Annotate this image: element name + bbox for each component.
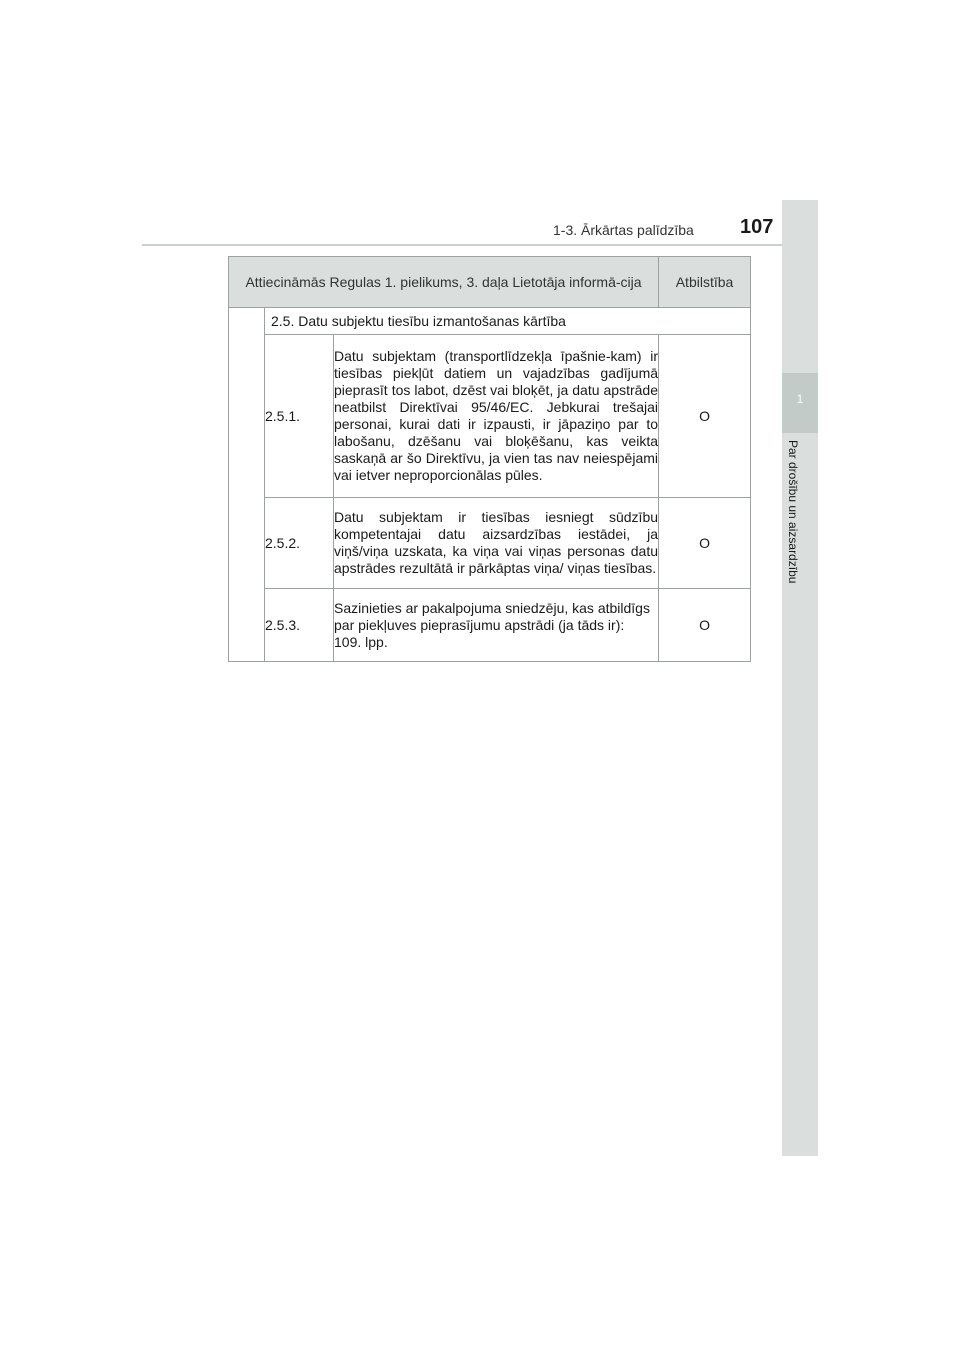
chapter-title: Par drošību un aizsardzību — [786, 440, 800, 584]
indent-cell — [229, 308, 265, 662]
table-subheading: 2.5. Datu subjektu tiesību izmantošanas kārtība — [265, 308, 751, 335]
row-number: 2.5.3. — [265, 589, 334, 662]
row-text: Datu subjektam ir tiesības iesniegt sūdzību kompetentajai datu aizsardzības iestādei, ja viņš/viņa uzskata, ka viņa vai viņas personas datu apstrādes rezultātā ir pārkāptas viņa/ viņas tiesības. — [334, 498, 659, 589]
table-row — [229, 589, 751, 662]
side-tab — [782, 200, 818, 1156]
row-number: 2.5.2. — [265, 498, 334, 589]
table-row — [229, 498, 751, 589]
chapter-number: 1 — [796, 392, 804, 406]
row-compliance: O — [659, 335, 751, 498]
row-compliance: O — [659, 498, 751, 589]
row-number: 2.5.1. — [265, 335, 334, 498]
row-compliance: O — [659, 589, 751, 662]
section-title: 1-3. Ārkārtas palīdzība — [553, 222, 694, 238]
table-row — [229, 335, 751, 498]
table-subheading-row — [229, 308, 751, 335]
column-header-info: Attiecināmās Regulas 1. pielikums, 3. daļa Lietotāja informā-cija — [229, 257, 659, 308]
row-text: Datu subjektam (transportlīdzekļa īpašnie-kam) ir tiesības piekļūt datiem un vajadzības gadījumā pieprasīt tos labot, dzēst vai bloķēt, ja datu apstrāde neatbilst Direktīvai 95/46/EC. Jebkurai trešajai personai, kurai dati ir izpausti, ir jāpaziņo par to labošanu, dzēšanu vai bloķēšanu, kas veikta saskaņā ar šo Direktīvu, ja vien tas nav neiespējami vai ietver neproporcionālas pūles. — [334, 335, 659, 498]
column-header-compliance: Atbilstība — [659, 257, 751, 308]
regulation-table — [228, 256, 751, 662]
header-rule — [142, 244, 818, 246]
page-number: 107 — [740, 216, 774, 238]
table-header-row — [229, 257, 751, 308]
row-text: Sazinieties ar pakalpojuma sniedzēju, kas atbildīgs par piekļuves pieprasījumu apstrādi (ja tāds ir): 109. lpp. — [334, 589, 659, 662]
